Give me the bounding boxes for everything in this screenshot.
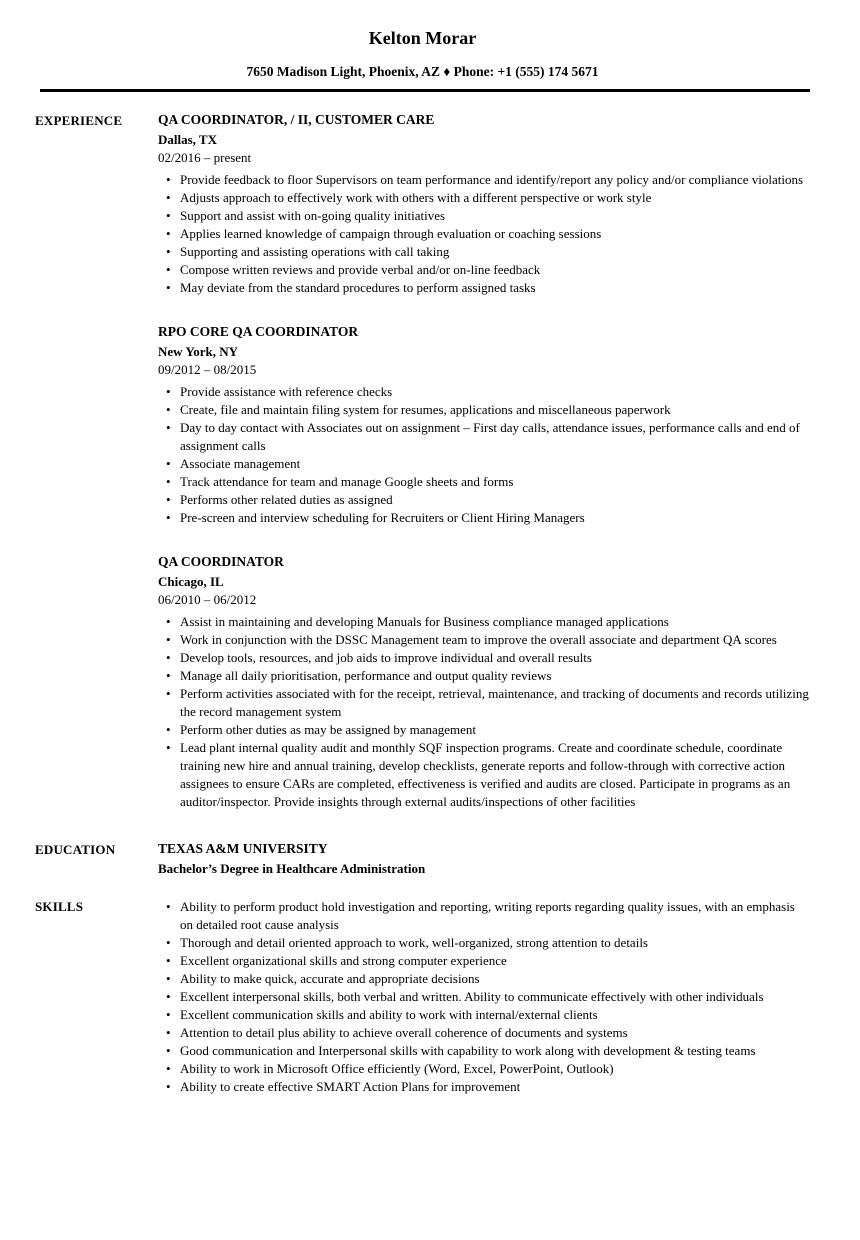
bullet-item: • Performs other related duties as assigned (158, 491, 810, 509)
bullet-item: • Adjusts approach to effectively work with others with a different perspective or work style (158, 189, 810, 207)
bullet-item: • Applies learned knowledge of campaign through evaluation or coaching sessions (158, 225, 810, 243)
bullet-item: • May deviate from the standard procedures to perform assigned tasks (158, 279, 810, 297)
section-education (35, 841, 810, 877)
job-dates: 06/2010 – 06/2012 (158, 592, 257, 607)
resume-header (35, 28, 810, 80)
skill-item: • Good communication and Interpersonal skills with capability to work along with development & testing teams (158, 1042, 810, 1060)
job-entry (158, 324, 810, 527)
skill-item: • Ability to work in Microsoft Office efficiently (Word, Excel, PowerPoint, Outlook) (158, 1060, 810, 1078)
skill-item: • Thorough and detail oriented approach to work, well-organized, strong attention to details (158, 934, 810, 952)
bullet-item: • Track attendance for team and manage Google sheets and forms (158, 473, 810, 491)
bullet-item: • Pre-screen and interview scheduling for Recruiters or Client Hiring Managers (158, 509, 810, 527)
skill-item: • Excellent interpersonal skills, both verbal and written. Ability to communicate effectively with other individuals (158, 988, 810, 1006)
bullet-item: • Perform other duties as may be assigned by management (158, 721, 810, 739)
degree: Bachelor’s Degree in Healthcare Administration (158, 861, 426, 876)
job-location: Dallas, TX (158, 132, 217, 147)
education-content (158, 841, 810, 877)
job-dates: 02/2016 – present (158, 150, 252, 165)
section-skills (35, 898, 810, 1096)
bullet-item: • Manage all daily prioritisation, performance and output quality reviews (158, 667, 810, 685)
job-bullets (158, 171, 810, 297)
skills-content (158, 898, 810, 1096)
skill-item: • Ability to create effective SMART Action Plans for improvement (158, 1078, 810, 1096)
header-divider (40, 89, 810, 92)
bullet-item: • Compose written reviews and provide verbal and/or on-line feedback (158, 261, 810, 279)
school-name: TEXAS A&M UNIVERSITY (158, 841, 328, 856)
job-location: Chicago, IL (158, 574, 224, 589)
bullet-item: • Provide assistance with reference checks (158, 383, 810, 401)
job-title: QA COORDINATOR (158, 554, 284, 569)
bullet-item: • Support and assist with on-going quality initiatives (158, 207, 810, 225)
section-label-experience: EXPERIENCE (35, 113, 123, 128)
skill-item: • Ability to perform product hold investigation and reporting, writing reports regarding quality issues, with an emphasis on detailed root cause analysis (158, 898, 810, 934)
bullet-item: • Provide feedback to floor Supervisors on team performance and identify/report any policy and/or compliance violations (158, 171, 810, 189)
contact-line: 7650 Madison Light, Phoenix, AZ ♦ Phone: +1 (555) 174 5671 (246, 64, 599, 79)
section-label-skills: SKILLS (35, 899, 84, 914)
bullet-item: • Supporting and assisting operations with call taking (158, 243, 810, 261)
job-entry (158, 112, 810, 297)
job-dates: 09/2012 – 08/2015 (158, 362, 257, 377)
experience-content (158, 112, 810, 815)
section-label-education: EDUCATION (35, 842, 116, 857)
person-name: Kelton Morar (368, 28, 477, 48)
skill-item: • Excellent communication skills and ability to work with internal/external clients (158, 1006, 810, 1024)
bullet-item: • Develop tools, resources, and job aids to improve individual and overall results (158, 649, 810, 667)
job-title: RPO CORE QA COORDINATOR (158, 324, 359, 339)
bullet-item: • Create, file and maintain filing system for resumes, applications and miscellaneous paperwork (158, 401, 810, 419)
job-bullets (158, 613, 810, 811)
job-entry (158, 554, 810, 811)
bullet-item: • Work in conjunction with the DSSC Management team to improve the overall associate and department QA scores (158, 631, 810, 649)
skill-item: • Ability to make quick, accurate and appropriate decisions (158, 970, 810, 988)
job-title: QA COORDINATOR, / II, CUSTOMER CARE (158, 112, 435, 127)
job-location: New York, NY (158, 344, 239, 359)
bullet-item: • Perform activities associated with for the receipt, retrieval, maintenance, and tracking of documents and records utilizing the record management system (158, 685, 810, 721)
bullet-item: • Assist in maintaining and developing Manuals for Business compliance managed applications (158, 613, 810, 631)
bullet-item: • Day to day contact with Associates out on assignment – First day calls, attendance issues, performance calls and end of assignment calls (158, 419, 810, 455)
skill-item: • Attention to detail plus ability to achieve overall coherence of documents and systems (158, 1024, 810, 1042)
bullet-item: • Lead plant internal quality audit and monthly SQF inspection programs. Create and coordinate schedule, coordinate training new hire and annual training, develop checklists, generate reports and follow-through with corrective action assignees to ensure CARs are completed, effectiveness is verified and audits are closed. Participate in programs as an auditor/inspector. Provide insights through external audits/inspections of other facilities (158, 739, 810, 811)
skills-list (158, 898, 810, 1096)
job-bullets (158, 383, 810, 527)
bullet-item: • Associate management (158, 455, 810, 473)
skill-item: • Excellent organizational skills and strong computer experience (158, 952, 810, 970)
section-experience (35, 112, 810, 815)
